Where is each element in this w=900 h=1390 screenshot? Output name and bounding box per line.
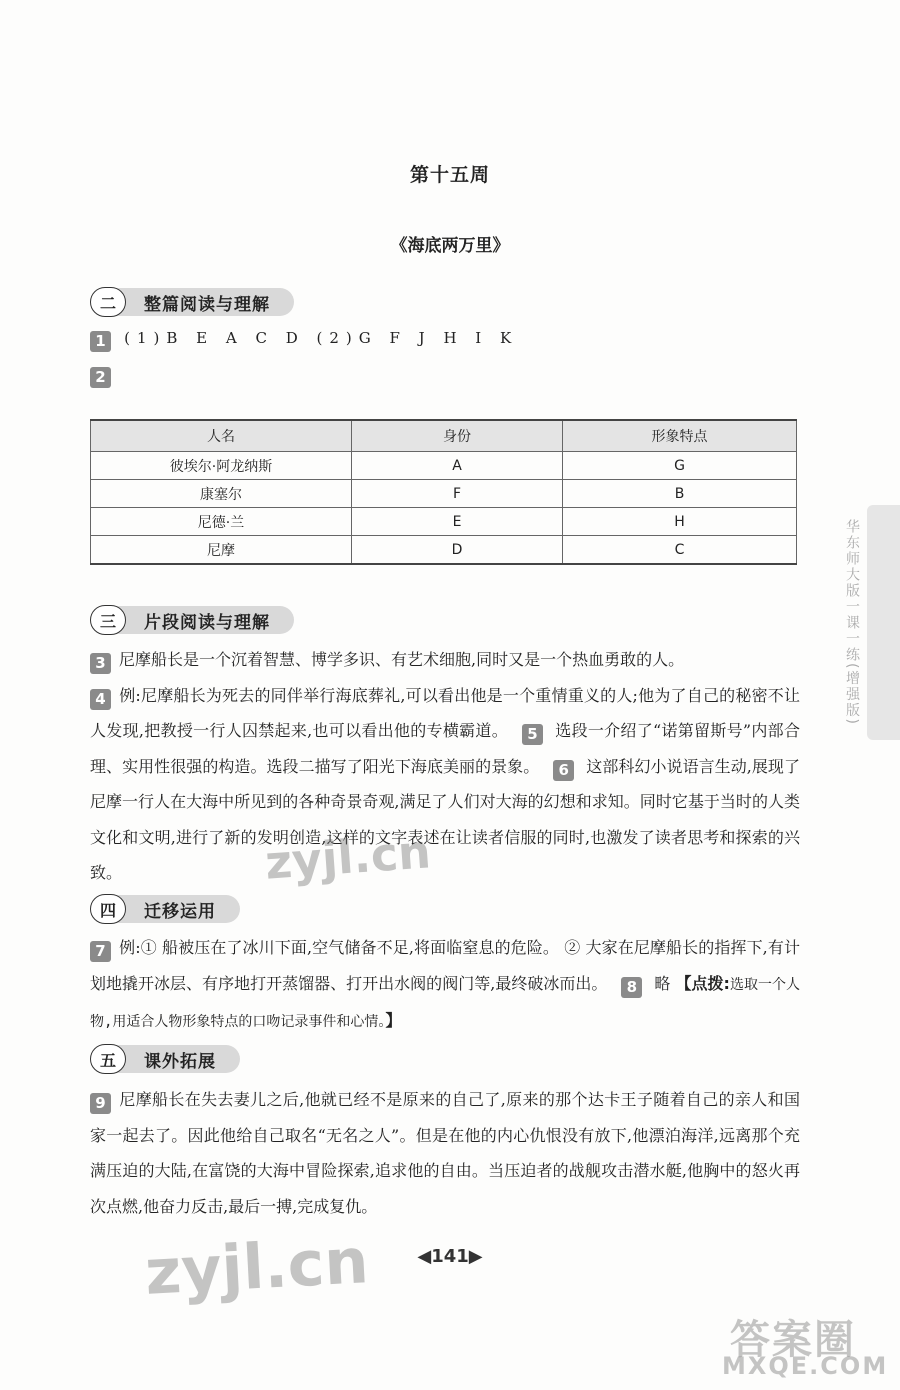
answer-text: 略 [654,973,671,993]
question-number: 5 [522,724,543,745]
watermark-bottom: zyjl.cn [143,1224,371,1309]
section-header-5 [90,1043,240,1075]
section-number: 四 [90,894,126,924]
question-4-5-6 [90,678,800,891]
answer-text: 尼摩船长在失去妻儿之后,他就已经不是原来的自己了,原来的那个达卡王子随着自己的亲人和国家一起去了。因此他给自己取名“无名之人”。但是在他的内心仇恨没有放下,他漂泊海洋,远离那个充满压迫的大陆,在富饶的大海中冒险探索,追求他的自由。当压迫者的战舰攻击潜水艇,他胸中的怒火再次点燃,他奋力反击,最后一搏,完成复仇。 [90,1090,800,1216]
table-cell: 康塞尔 [91,480,352,508]
table-cell: B [563,480,797,508]
roles-table [90,419,797,565]
question-3 [90,642,800,678]
page-number: ◀141▶ [417,1246,483,1267]
section-number: 五 [90,1044,126,1074]
table-cell: G [563,452,797,480]
table-row [91,536,797,565]
question-1 [90,328,518,352]
table-cell: F [352,480,563,508]
section-number: 三 [90,605,126,635]
table-cell: H [563,508,797,536]
question-number: 4 [90,689,111,710]
column-header: 人名 [91,420,352,452]
answer-text: (1)B E A C D (2)G F J H I K [124,329,519,347]
column-header: 身份 [352,420,563,452]
section-label: 课外拓展 [116,1045,240,1073]
question-2 [90,364,119,388]
section-5-answers [90,1082,800,1224]
section-3-answers [90,642,800,891]
section-number: 二 [90,287,126,317]
section-4-answers [90,930,800,1041]
section-label: 迁移运用 [116,895,240,923]
roles-table-wrapper [90,419,797,565]
table-cell: D [352,536,563,565]
answer-text: 例:尼摩船长为死去的同伴举行海底葬礼,可以看出他是一个重情重义的人;他为了自己的秘密不让人发现,把教授一行人囚禁起来,也可以看出他的专横霸道。 [90,685,800,740]
side-tab-text: 华东师大版一课一练(增强版) [844,519,860,726]
section-header-3 [90,604,294,636]
section-label: 整篇阅读与理解 [116,288,294,316]
table-row [91,508,797,536]
watermark-corner-top: 答案圈 [730,1317,856,1363]
answer-text: 这部科幻小说语言生动,展现了尼摩一行人在大海中所见到的各种奇景奇观,满足了人们对大海的幻想和求知。同时它基于当时的人类文化和文明,进行了新的发明创造,这样的文字表述在让读者信服的同时,也激发了读者思考和探索的兴致。 [90,756,800,882]
tip-end: 】 [385,1011,402,1030]
question-number: 8 [621,977,642,998]
table-row [91,480,797,508]
section-label: 片段阅读与理解 [116,606,294,634]
table-header-row [91,420,797,452]
week-title: 第十五周 [409,164,490,186]
watermark-mid: zyjl.cn [263,824,433,890]
table-row [91,452,797,480]
table-cell: C [563,536,797,565]
answer-text: 选段一介绍了“诺第留斯号”内部合理、实用性很强的构造。选段二描写了阳光下海底美丽的景象。 [90,721,800,776]
question-number: 9 [90,1093,111,1114]
tip-label: 【点拨: [675,973,730,993]
question-number: 7 [90,941,111,962]
table-cell: E [352,508,563,536]
side-tab [867,505,900,740]
question-number: 2 [90,367,111,388]
column-header: 形象特点 [563,420,797,452]
watermark-corner-bottom: MXQE.COM [722,1352,889,1380]
table-cell: 尼摩 [91,536,352,565]
answer-text: 例:① 船被压在了冰川下面,空气储备不足,将面临窒息的危险。 ② 大家在尼摩船长的指挥下,有计划地撬开冰层、有序地打开蒸馏器、打开出水阀的阀门等,最终破冰而出。 [90,938,800,993]
question-number: 6 [553,760,574,781]
answer-text: 尼摩船长是一个沉着智慧、博学多识、有艺术细胞,同时又是一个热血勇敢的人。 [119,650,685,669]
table-cell: A [352,452,563,480]
tip-text: 选取一个人物,用适合人物形象特点的口吻记录事件和心情。 [90,976,801,1030]
section-header-4 [90,893,240,925]
question-number: 1 [90,331,111,352]
book-title: 《海底两万里》 [390,236,510,256]
table-cell: 尼德·兰 [91,508,352,536]
section-header-2 [90,286,294,318]
question-number: 3 [90,653,111,674]
table-cell: 彼埃尔·阿龙纳斯 [91,452,352,480]
